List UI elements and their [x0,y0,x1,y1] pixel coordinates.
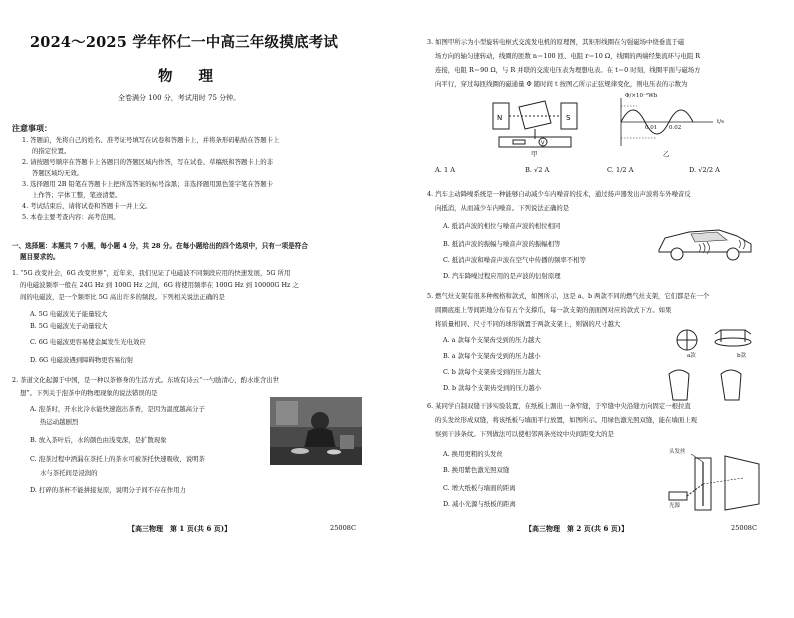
q6-stem: 的头发丝形成双缝，将该纸板与墙面平行放置，如图所示。用绿色激光照双缝，能在墙面上观 [435,416,698,424]
q4-stem: 向抵消，从而减少车内噪音。下列说法正确的是 [435,204,570,212]
q1-option: D. 6G 电磁波遇到障碍物更容易衍射 [30,356,134,364]
note-line: 2. 请按题号顺序在答题卡上各题目的答题区域内作答，写在试卷、草稿纸和答题卡上的非 [22,158,273,166]
q6-option: A. 换用更粗的头发丝 [443,450,503,458]
flux-graph-tick: 0.02 [669,125,682,131]
q6-option: C. 增大纸板与墙面的距离 [443,484,516,492]
figure-label-yi: 乙 [663,150,670,158]
section-heading: 一、选择题：本题共 7 小题，每小题 4 分，共 28 分。在每小题给出的四个选项中，只有一项是符合 [12,242,308,250]
q5-option: D. b 款每个支架齿受到的压力越小 [443,384,542,392]
q5-stem: 5. 燃气灶支架有很多种规格和款式，如图所示，这是 a、b 两款不同的燃气灶支架，它们都是在一个 [427,292,710,300]
q3-stem: 3. 如图甲所示为小型旋转电枢式交流发电机的原理图，其矩形线圈在匀强磁场中绕垂直于磁 [427,38,685,46]
q4-stem: 4. 汽车主动降噪系统是一种能够自动减少车内噪音的技术，通过扬声器发出声波将车外噪音反 [427,190,691,198]
svg-text:S: S [566,114,571,122]
q5-option: A. a 款每个支架齿受到的压力越大 [443,336,541,344]
figure-label-hair: 头发丝 [669,449,686,455]
note-line: 上作答；字体工整，笔迹清楚。 [32,191,122,199]
q1-stem: 间的电磁波，是一个频率比 5G 高出许多的频段。下列相关说法正确的是 [20,293,225,301]
figure-label-b: b款 [737,353,747,359]
q3-option: D. √2/2 A [689,166,720,174]
q5-stem: 将质量相同、尺寸不同的球形锅置于两款支架上，则锅的尺寸越大 [435,320,621,328]
figure-label-laser: 光源 [669,503,681,509]
q3-option: C. 1/2 A [607,166,634,174]
q4-option: D. 汽车降噪过程应用的是声波的衍射原理 [443,272,561,280]
flux-graph-tick: 0.01 [645,125,658,131]
q2-stem: 2. 茶道文化起源于中国，是一种以茶修身的生活方式。东坡有诗云“一勺励清心，酌水谁含出世 [12,376,280,384]
stove-stand-figure [665,326,755,402]
q6-stem: 6. 某同学自制双缝干涉实验装置，在纸板上割出一条窄缝，于窄缝中央沿缝方向固定一根拉直 [427,402,691,410]
note-line: 3. 选择题用 2B 铅笔在答题卡上把所选答案的标号涂黑；非选择题用黑色签字笔在答题卡 [22,180,274,188]
note-line: 5. 本卷主要考查内容：高考范围。 [22,213,120,221]
q3-option: B. √2 A [525,166,550,174]
section-heading: 题目要求的。 [20,253,60,261]
note-line: 的指定位置。 [32,147,71,155]
q6-option: D. 减小光源与纸板的距离 [443,500,516,508]
q1-option: C. 6G 电磁波更容易使金属发生光电效应 [30,338,146,346]
notes-title: 注意事项： [12,123,52,133]
q5-stem: 圆圈底座上等间距地分布有五个支撑爪，每一款支架的剖面图对应的款式下方。如果 [435,306,672,314]
note-line: 1. 答题前，先将自己的姓名、准考证号填写在试卷和答题卡上，并将条形码粘贴在答题卡上 [22,136,280,144]
q2-option: C. 泡茶过程中洒漏在茶托上的茶水可被茶托快速吸收，说明茶 [30,455,205,463]
note-line: 答题区域均无效。 [32,169,84,177]
q3-stem: 连接，电阻 R＝90 Ω，与 R 并联的交流电压表为理想电表。在 t＝0 时刻，线圈平面与磁场方 [435,66,701,74]
q5-option: B. a 款每个支架齿受到的压力越小 [443,352,541,360]
q6-option: B. 换用紫色激光照双缝 [443,466,510,474]
page-footer: 【高三物理 第 1 页(共 6 页)】 [128,524,232,533]
q3-stem: 向平行，穿过每匝线圈的磁通量 Φ 随时间 t 按图乙所示正弦规律变化，则电压表的示数为 [435,80,688,88]
page-footer: 【高三物理 第 2 页(共 6 页)】 [525,524,629,533]
q2-option: 水与茶托间是浸润的 [40,469,98,477]
tea-ceremony-photo [270,397,362,465]
svg-text:N: N [497,114,503,122]
q6-stem: 察到干涉条纹。下列做法可以使相邻两条亮纹中央间距变大的是 [435,430,614,438]
exam-title: 2024～2025 学年怀仁一中高三年级摸底考试 [30,34,339,51]
car-noise-figure [655,218,755,264]
flux-graph-figure [609,92,719,150]
generator-figure [485,97,585,149]
q4-option: A. 抵消声波的相位与噪音声波的相位相同 [443,222,561,230]
flux-graph-xlabel: t/s [717,119,724,125]
q2-option: 热运动越剧烈 [40,418,79,426]
q3-option: A. 1 A [435,166,456,174]
paper-code: 25008C [731,524,758,532]
q1-stem: 的电磁波频率一般在 24G Hz 到 100G Hz 之间，6G 将使用频率在 100G Hz 到 10000G Hz 之 [20,281,299,289]
q1-stem: 1. “5G 改变社会，6G 改变世界”，近年来，我们见证了电磁波不同频段应用的快速发展，5G 所用 [12,269,291,277]
flux-graph-ylabel: Φ/×10⁻²Wb [625,93,658,99]
figure-label-a: a款 [687,353,696,359]
figure-label-jia: 甲 [531,150,538,158]
exam-info: 全卷满分 100 分，考试用时 75 分钟。 [118,94,241,102]
svg-text:V: V [541,140,545,147]
q4-option: B. 抵消声波的振幅与噪音声波的振幅相等 [443,240,561,248]
q1-option: A. 5G 电磁波光子能量较大 [30,310,108,318]
q5-option: C. b 款每个支架齿受到的压力越大 [443,368,541,376]
q2-stem: 想”。下列关于泡茶中的物理现象的说法错误的是 [20,389,158,397]
q2-option: A. 泡茶时，开水比冷水能快速泡出茶香，是因为温度越高分子 [30,405,205,413]
note-line: 4. 考试结束后，请将试卷和答题卡一并上交。 [22,202,152,210]
subject-title: 物理 [158,68,239,85]
q4-option: C. 抵消声波和噪音声波在空气中传播的频率不相等 [443,256,586,264]
q1-option: B. 5G 电磁波光子动量较大 [30,322,108,330]
q3-stem: 场方向的轴匀速转动，线圈的匝数 n＝100 匝、电阻 r＝10 Ω，线圈的两端经集流环与电阻 R [435,52,701,60]
right-page [397,0,794,618]
paper-code: 25008C [330,524,357,532]
q2-option: B. 放入茶叶后，水的颜色由浅变深，是扩散现象 [30,436,167,444]
q2-option: D. 打碎的茶杯不能拼接复原，说明分子间不存在作用力 [30,486,186,494]
